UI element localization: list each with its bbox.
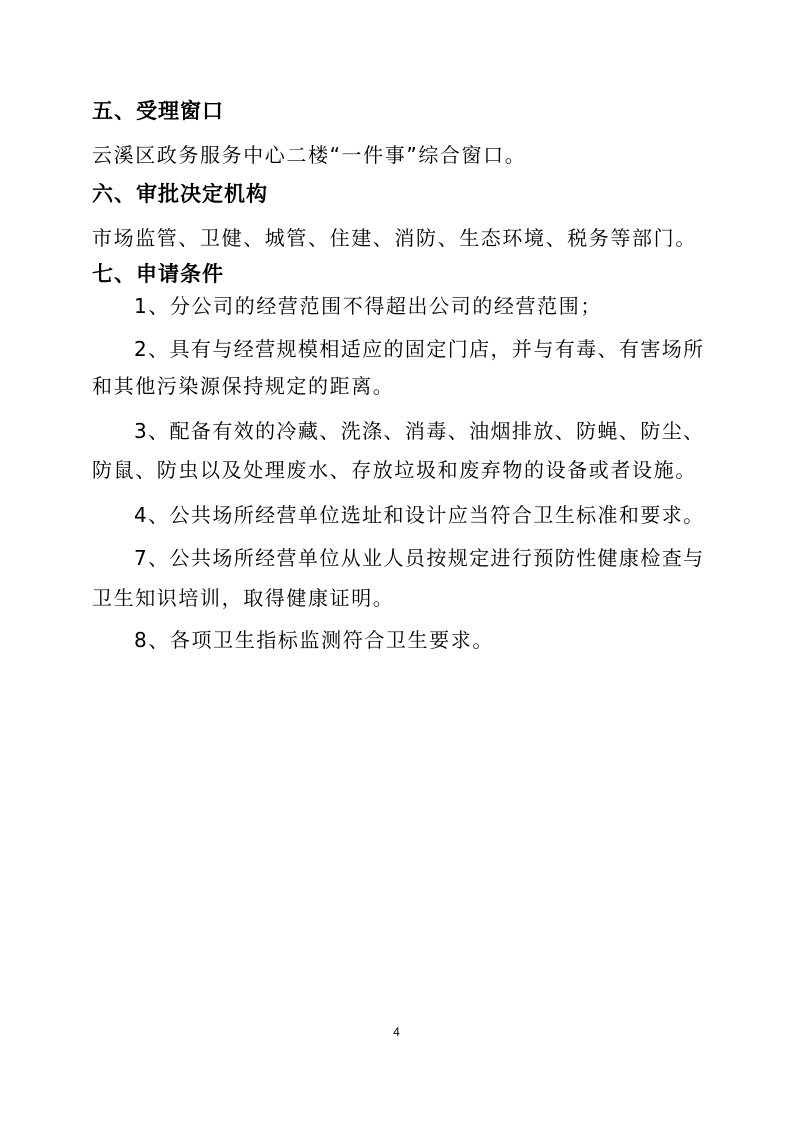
- condition-item: 3、配备有效的冷藏、洗涤、消毒、油烟排放、防蝇、防尘、: [134, 419, 705, 443]
- approval-authority-text: 市场监管、卫健、城管、住建、消防、生态环境、税务等部门。: [92, 226, 697, 250]
- condition-item: 1、分公司的经营范围不得超出公司的经营范围；: [134, 294, 602, 318]
- condition-item: 2、具有与经营规模相适应的固定门店，并与有毒、有害场所: [134, 337, 705, 361]
- condition-item: 8、各项卫生指标监测符合卫生要求。: [134, 628, 494, 652]
- section-heading-acceptance-window: 五、受理窗口: [92, 99, 224, 123]
- condition-item-continuation: 和其他污染源保持规定的距离。: [92, 374, 395, 398]
- page-number: 4: [393, 1025, 400, 1039]
- acceptance-window-text: 云溪区政务服务中心二楼“一件事”综合窗口。: [92, 143, 527, 167]
- condition-item: 7、公共场所经营单位从业人员按规定进行预防性健康检查与: [134, 546, 705, 570]
- condition-item-continuation: 卫生知识培训，取得健康证明。: [92, 586, 395, 610]
- section-heading-approval-authority: 六、审批决定机构: [92, 182, 268, 206]
- condition-item-continuation: 防鼠、防虫以及处理废水、存放垃圾和废弃物的设备或者设施。: [92, 458, 697, 482]
- condition-item: 4、公共场所经营单位选址和设计应当符合卫生标准和要求。: [134, 503, 705, 527]
- section-heading-application-conditions: 七、申请条件: [92, 262, 224, 286]
